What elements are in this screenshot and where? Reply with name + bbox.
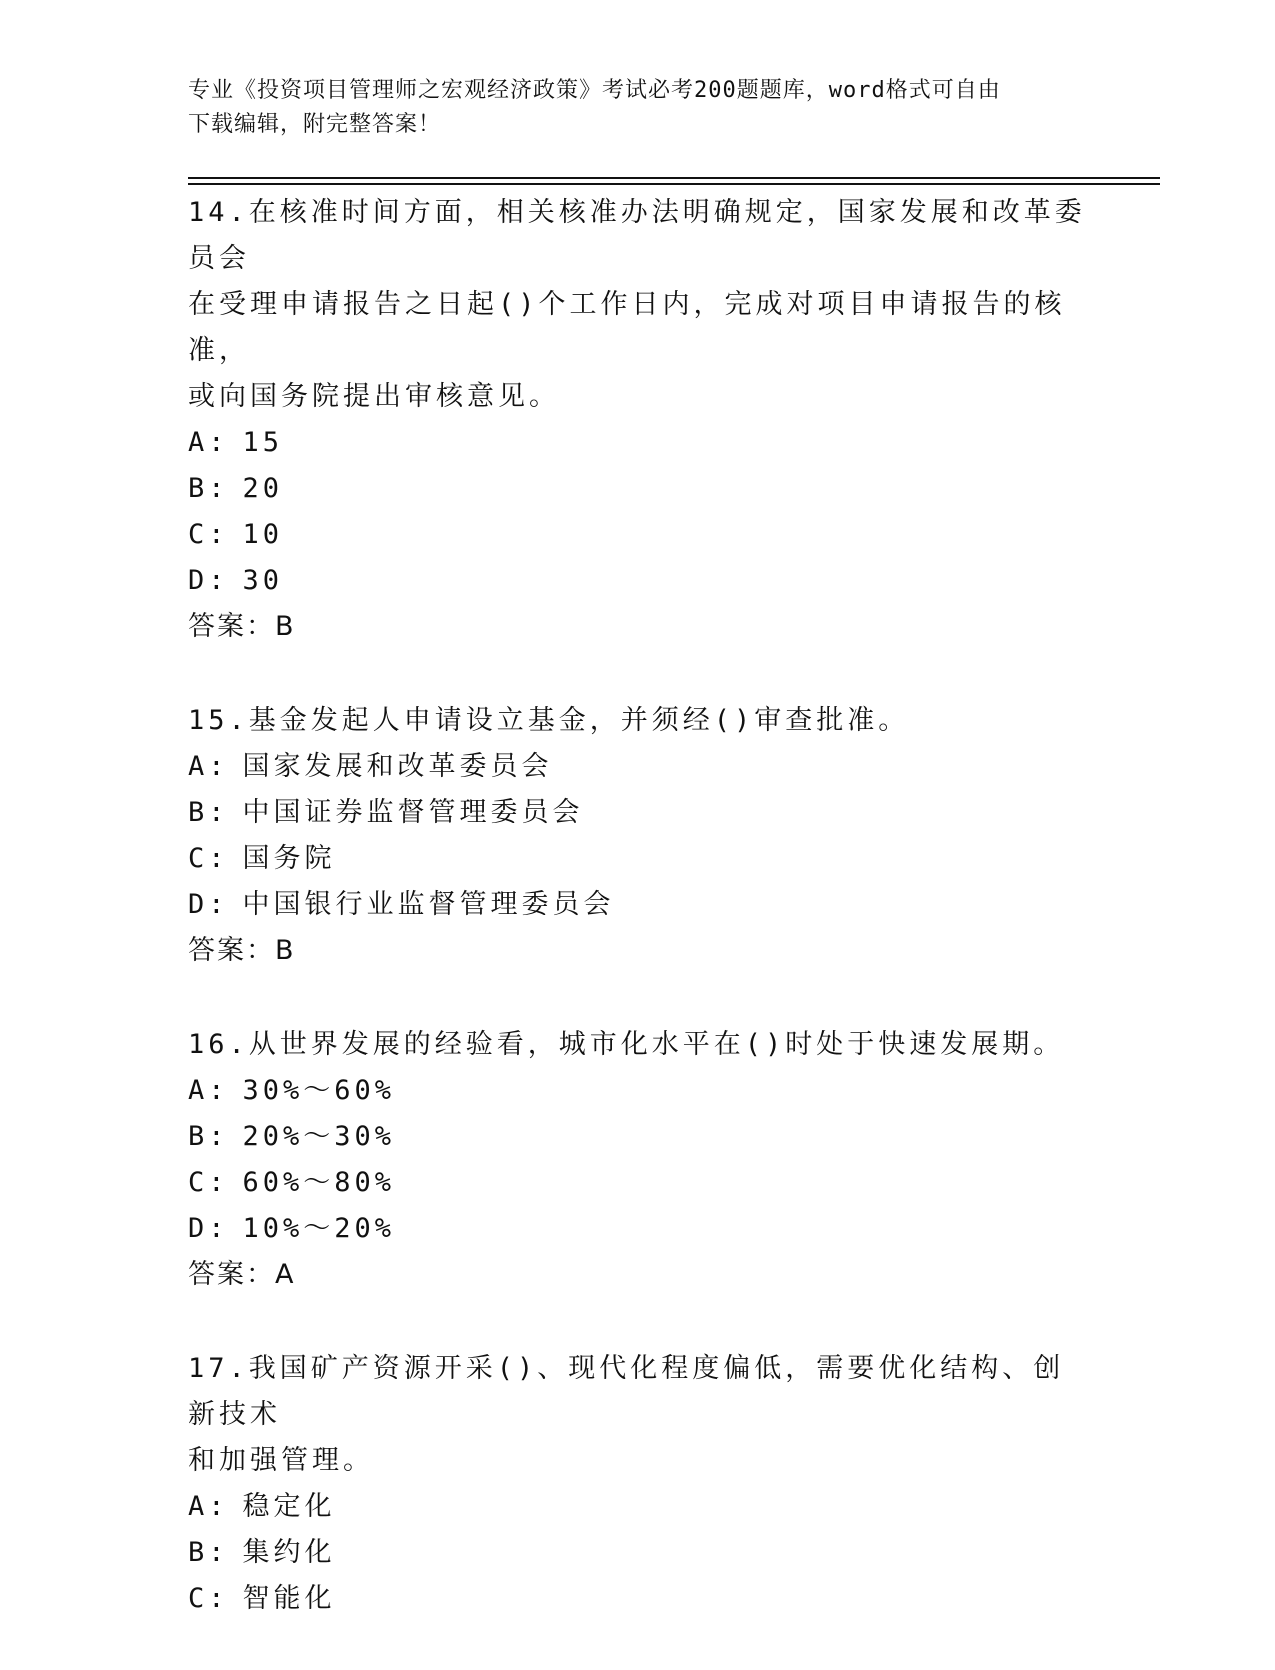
option-text: 集约化: [242, 1537, 336, 1568]
option-key: A:: [188, 1491, 229, 1522]
option-text: 10%～20%: [242, 1213, 396, 1244]
option-key: A:: [188, 1075, 229, 1106]
option-text: 60%～80%: [242, 1167, 396, 1198]
question-list: [188, 190, 1088, 1670]
answer-option: [188, 1530, 1088, 1576]
header-divider-bottom: [188, 183, 1160, 185]
option-key: C:: [188, 843, 229, 874]
option-key: D:: [188, 565, 229, 596]
option-text: 国家发展和改革委员会: [242, 751, 553, 782]
option-text: 15: [242, 427, 284, 458]
answer-key: 答案：B: [188, 935, 296, 966]
answer-option: [188, 744, 1088, 790]
option-text: 10: [242, 519, 284, 550]
answer-key: 答案：B: [188, 611, 296, 642]
question-stem-line: 16.从世界发展的经验看，城市化水平在()时处于快速发展期。: [188, 1029, 1065, 1060]
option-key: A:: [188, 427, 229, 458]
answer-option: [188, 466, 1088, 512]
option-key: B:: [188, 1121, 229, 1152]
answer-option: [188, 1576, 1088, 1622]
option-key: D:: [188, 889, 229, 920]
question-stem-line: 或向国务院提出审核意见。: [188, 381, 560, 412]
option-text: 20: [242, 473, 284, 504]
question-stem-line: 14.在核准时间方面，相关核准办法明确规定，国家发展和改革委员会: [188, 197, 1086, 274]
option-text: 30: [242, 565, 284, 596]
option-key: B:: [188, 797, 229, 828]
answer-option: [188, 558, 1088, 604]
option-key: C:: [188, 1167, 229, 1198]
option-text: 国务院: [242, 843, 336, 874]
document-header: [188, 74, 1088, 142]
option-key: D:: [188, 1213, 229, 1244]
answer-option: [188, 1484, 1088, 1530]
option-text: 30%～60%: [242, 1075, 396, 1106]
question-stem-line: 17.我国矿产资源开采()、现代化程度偏低，需要优化结构、创新技术: [188, 1353, 1065, 1430]
answer-option: [188, 1114, 1088, 1160]
question-16: [188, 1022, 1088, 1298]
option-text: 中国证券监督管理委员会: [242, 797, 584, 828]
header-line-1: 专业《投资项目管理师之宏观经济政策》考试必考200题题库，word格式可自由: [188, 78, 1001, 103]
question-15: [188, 698, 1088, 974]
option-text: 智能化: [242, 1583, 336, 1614]
answer-key: 答案：A: [188, 1259, 296, 1290]
answer-option: [188, 790, 1088, 836]
answer-option: [188, 1068, 1088, 1114]
answer-option: [188, 882, 1088, 928]
answer-option: [188, 1206, 1088, 1252]
header-line-2: 下载编辑，附完整答案！: [188, 112, 442, 137]
option-key: B:: [188, 473, 229, 504]
question-stem-line: 和加强管理。: [188, 1445, 374, 1476]
answer-option: [188, 836, 1088, 882]
answer-option: [188, 512, 1088, 558]
option-key: C:: [188, 1583, 229, 1614]
option-key: C:: [188, 519, 229, 550]
header-divider-top: [188, 177, 1160, 179]
answer-option: [188, 420, 1088, 466]
question-stem-line: 在受理申请报告之日起()个工作日内，完成对项目申请报告的核准，: [188, 289, 1066, 366]
answer-option: [188, 1160, 1088, 1206]
option-text: 20%～30%: [242, 1121, 396, 1152]
option-text: 稳定化: [242, 1491, 336, 1522]
question-17: [188, 1346, 1088, 1622]
question-stem-line: 15.基金发起人申请设立基金，并须经()审查批准。: [188, 705, 910, 736]
option-key: A:: [188, 751, 229, 782]
question-14: [188, 190, 1088, 650]
option-text: 中国银行业监督管理委员会: [242, 889, 615, 920]
option-key: B:: [188, 1537, 229, 1568]
